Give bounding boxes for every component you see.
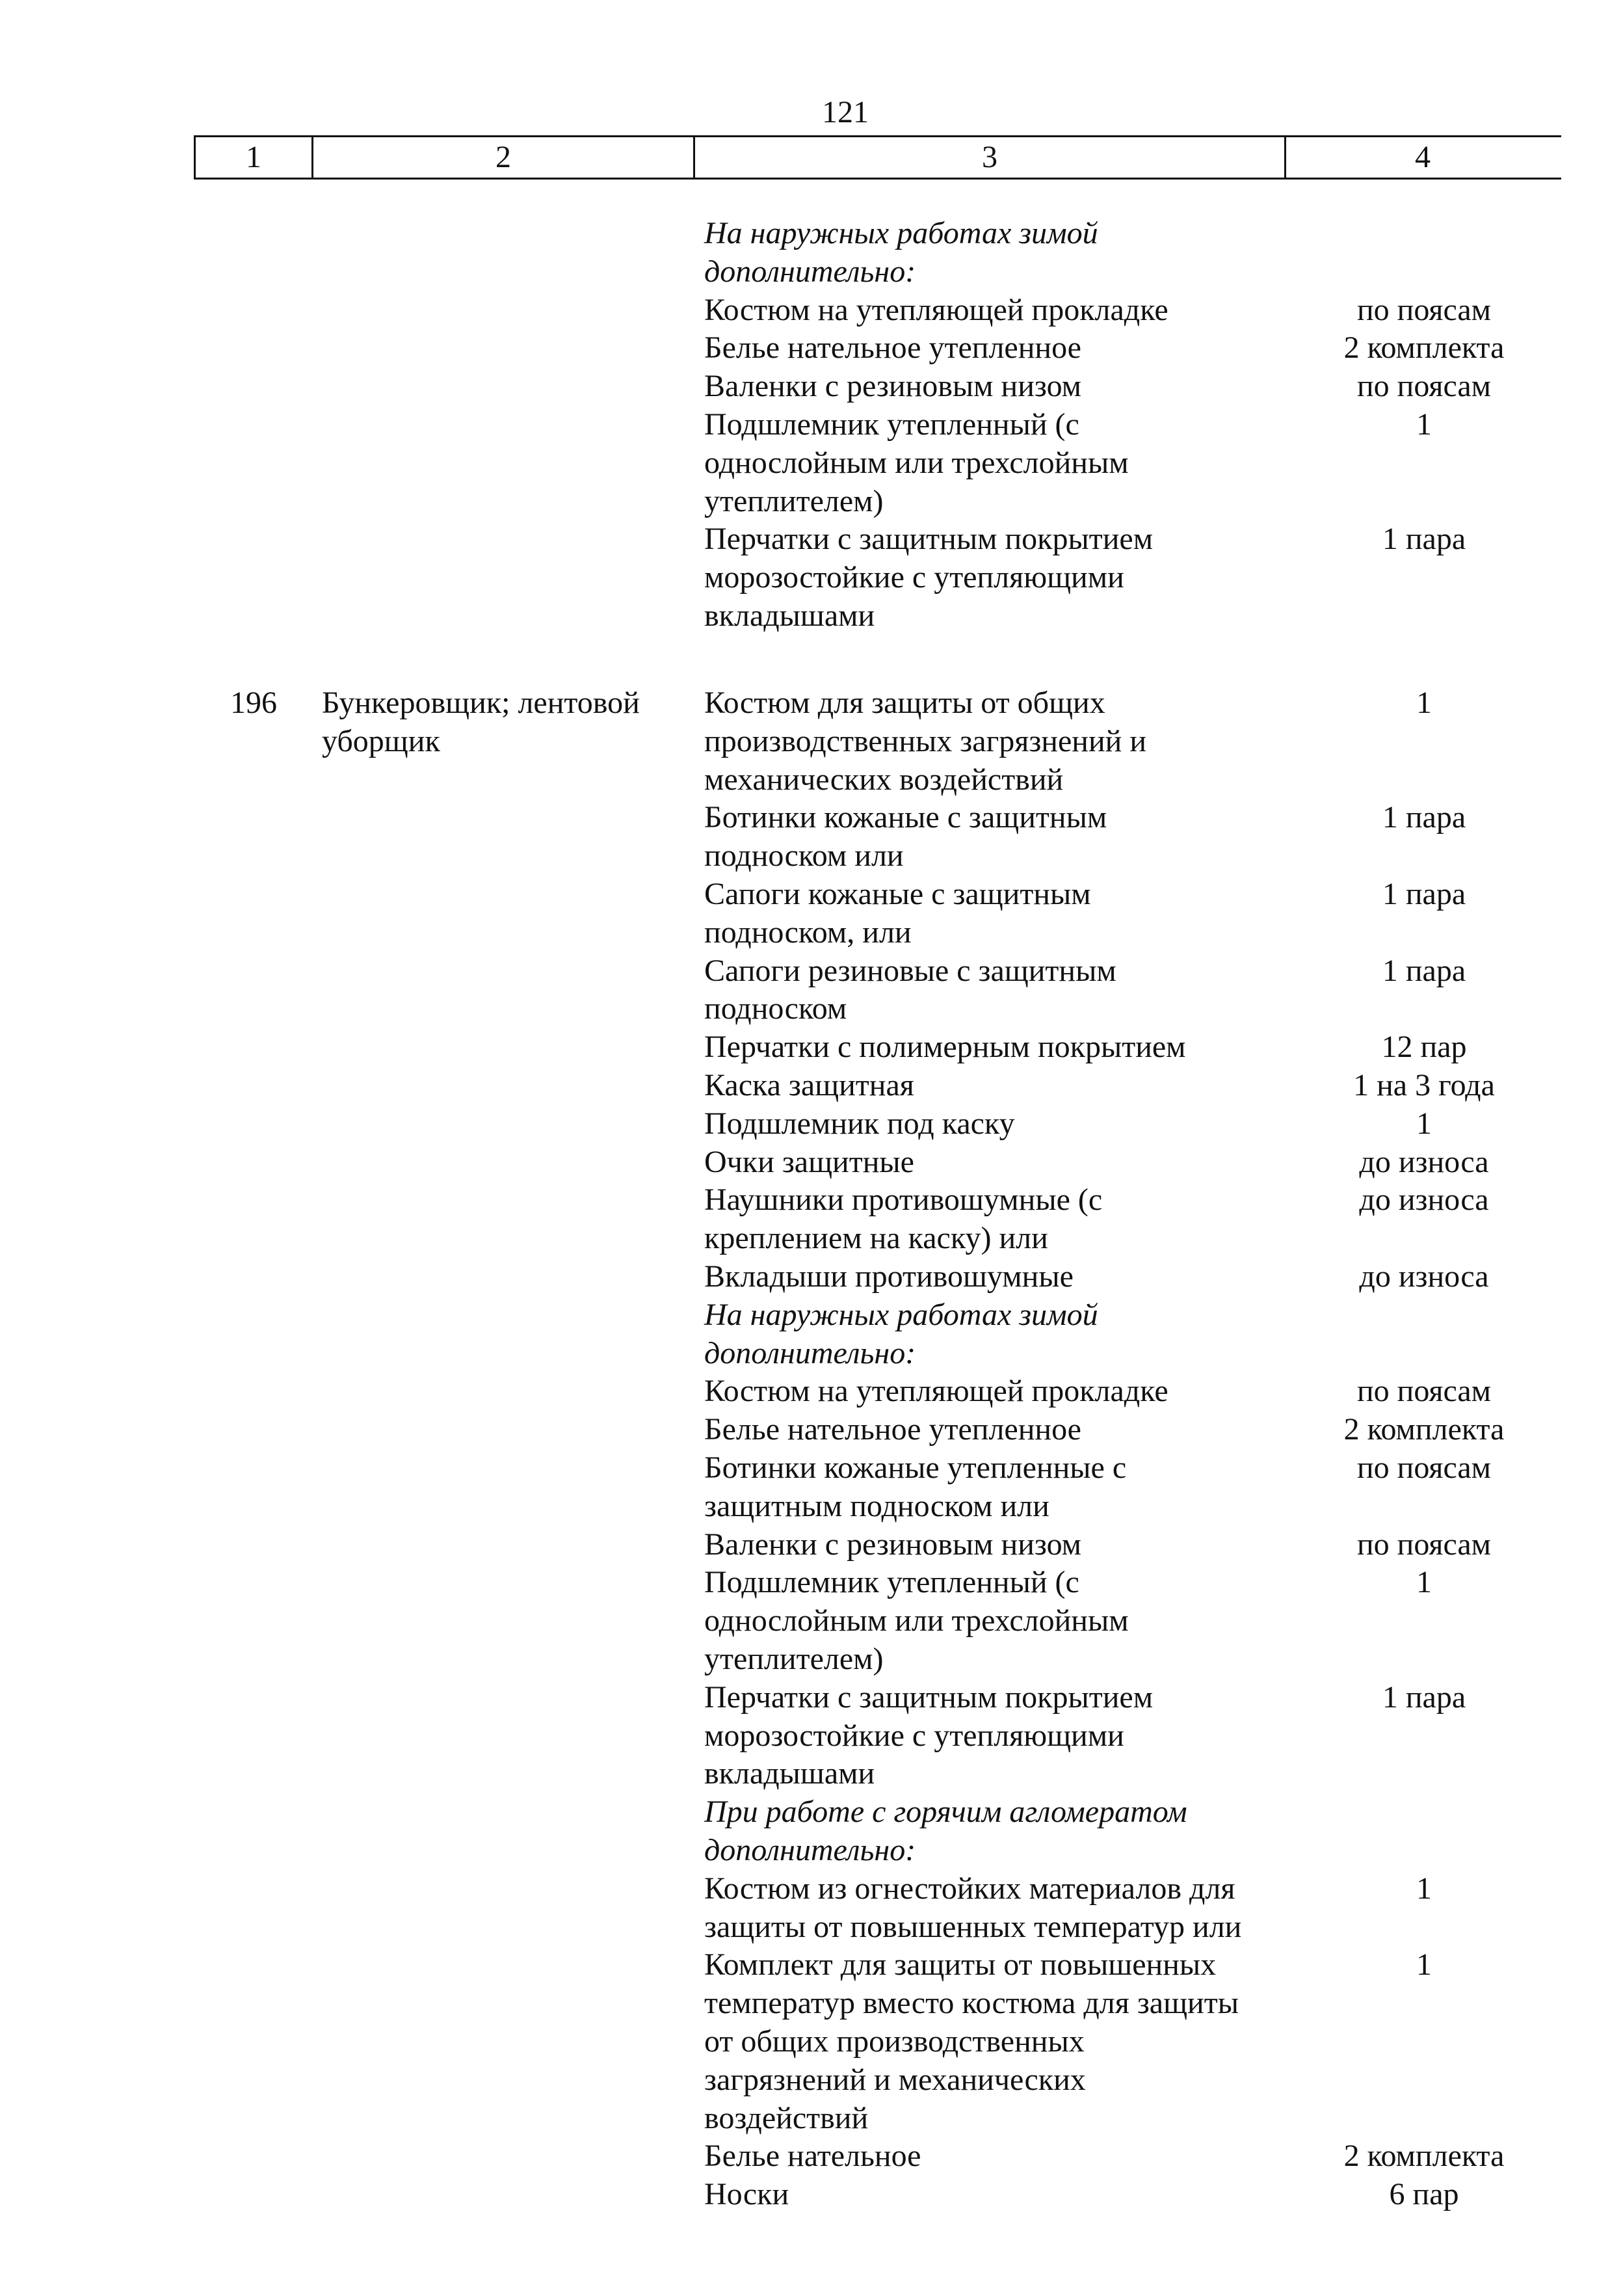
item-name: подноском <box>704 991 847 1026</box>
item-quantity: 1 пара <box>1382 953 1466 988</box>
item-name: защиты от повышенных температур или <box>704 1909 1242 1944</box>
item-quantity: 1 пара <box>1382 1679 1466 1715</box>
item-name: морозостойкие с утепляющими <box>704 560 1124 595</box>
item-name: Очки защитные <box>704 1144 914 1179</box>
item-name: Наушники противошумные (с <box>704 1182 1103 1218</box>
item-name: Перчатки с защитным покрытием <box>704 1679 1154 1715</box>
item-name: однослойным или трехслойным <box>704 1603 1129 1638</box>
item-quantity: до износа <box>1359 1259 1489 1294</box>
row-number: 196 <box>230 686 277 720</box>
item-name: Костюм на утепляющей прокладке <box>704 1374 1168 1409</box>
item-name: Сапоги резиновые с защитным <box>704 953 1116 988</box>
item-name: Перчатки с полимерным покрытием <box>704 1030 1186 1065</box>
item-name: Подшлемник утепленный (с <box>704 1565 1079 1600</box>
item-name: утеплителем) <box>704 1642 884 1676</box>
item-quantity: 1 <box>1416 1106 1432 1141</box>
item-quantity: до износа <box>1359 1182 1489 1218</box>
item-name: Валенки с резиновым низом <box>704 1527 1082 1562</box>
item-name: воздействий <box>704 2100 869 2135</box>
section-subheading: На наружных работах зимой <box>704 1297 1098 1332</box>
item-name: механических воздействий <box>704 762 1064 797</box>
table-header-row <box>194 135 1561 180</box>
item-name: защитным подноском или <box>704 1488 1049 1523</box>
item-name: вкладышами <box>704 1756 875 1791</box>
item-name: Комплект для защиты от повышенных <box>704 1947 1217 1982</box>
item-quantity: по поясам <box>1356 1527 1492 1562</box>
item-quantity: 6 пар <box>1389 2177 1459 2212</box>
item-quantity: 1 <box>1416 1565 1432 1600</box>
item-name: загрязнений и механических <box>704 2062 1086 2097</box>
section-subheading: дополнительно: <box>704 254 916 289</box>
item-quantity: 1 на 3 года <box>1353 1068 1495 1102</box>
header-col-4: 4 <box>1415 140 1431 174</box>
item-name: от общих производственных <box>704 2024 1085 2059</box>
item-name: Каска защитная <box>704 1068 914 1102</box>
item-name: Белье нательное утепленное <box>704 330 1081 366</box>
item-quantity: 2 комплекта <box>1343 1412 1505 1447</box>
item-quantity: 1 <box>1416 1947 1432 1982</box>
item-quantity: 1 <box>1416 686 1432 720</box>
item-quantity: по поясам <box>1356 1450 1492 1485</box>
item-name: Перчатки с защитным покрытием <box>704 522 1154 557</box>
item-quantity: 2 комплекта <box>1343 2139 1505 2174</box>
item-quantity: 12 пар <box>1381 1030 1467 1065</box>
item-name: Костюм из огнестойких материалов для <box>704 1871 1235 1906</box>
item-name: вкладышами <box>704 598 875 633</box>
item-name: Подшлемник под каску <box>704 1106 1015 1141</box>
section-subheading: дополнительно: <box>704 1833 916 1867</box>
item-name: производственных загрязнений и <box>704 723 1147 758</box>
header-col-3: 3 <box>982 140 997 174</box>
profession-name: уборщик <box>322 723 440 758</box>
item-quantity: 1 <box>1416 407 1432 442</box>
profession-name: Бункеровщик; лентовой <box>322 686 640 720</box>
item-name: Белье нательное <box>704 2139 921 2174</box>
item-name: креплением на каску) или <box>704 1221 1048 1256</box>
item-quantity: по поясам <box>1356 369 1492 404</box>
page-number: 121 <box>822 95 869 129</box>
item-name: Носки <box>704 2177 789 2212</box>
item-quantity: по поясам <box>1356 1374 1492 1409</box>
item-name: Костюм для защиты от общих <box>704 686 1105 720</box>
header-col-1: 1 <box>246 140 261 174</box>
item-quantity: 2 комплекта <box>1343 330 1505 366</box>
item-name: утеплителем) <box>704 483 884 518</box>
item-name: температур вместо костюма для защиты <box>704 1986 1239 2021</box>
item-quantity: 1 <box>1416 1871 1432 1906</box>
item-name: Вкладыши противошумные <box>704 1259 1074 1294</box>
item-quantity: до износа <box>1359 1144 1489 1179</box>
item-name: Костюм на утепляющей прокладке <box>704 292 1168 327</box>
item-name: Валенки с резиновым низом <box>704 369 1082 404</box>
section-subheading: При работе с горячим агломератом <box>704 1795 1187 1830</box>
item-quantity: по поясам <box>1356 292 1492 327</box>
item-quantity: 1 пара <box>1382 877 1466 911</box>
item-name: Ботинки кожаные утепленные с <box>704 1450 1127 1485</box>
item-name: Белье нательное утепленное <box>704 1412 1081 1447</box>
item-name: Ботинки кожаные с защитным <box>704 800 1107 835</box>
item-name: подноском, или <box>704 914 912 950</box>
item-name: морозостойкие с утепляющими <box>704 1718 1124 1753</box>
item-name: Сапоги кожаные с защитным <box>704 877 1091 911</box>
item-name: однослойным или трехслойным <box>704 445 1129 480</box>
item-quantity: 1 пара <box>1382 522 1466 557</box>
section-subheading: дополнительно: <box>704 1335 916 1370</box>
item-name: подноском или <box>704 838 904 874</box>
item-quantity: 1 пара <box>1382 800 1466 835</box>
item-name: Подшлемник утепленный (с <box>704 407 1079 442</box>
section-subheading: На наружных работах зимой <box>704 216 1098 250</box>
header-col-2: 2 <box>495 140 511 174</box>
